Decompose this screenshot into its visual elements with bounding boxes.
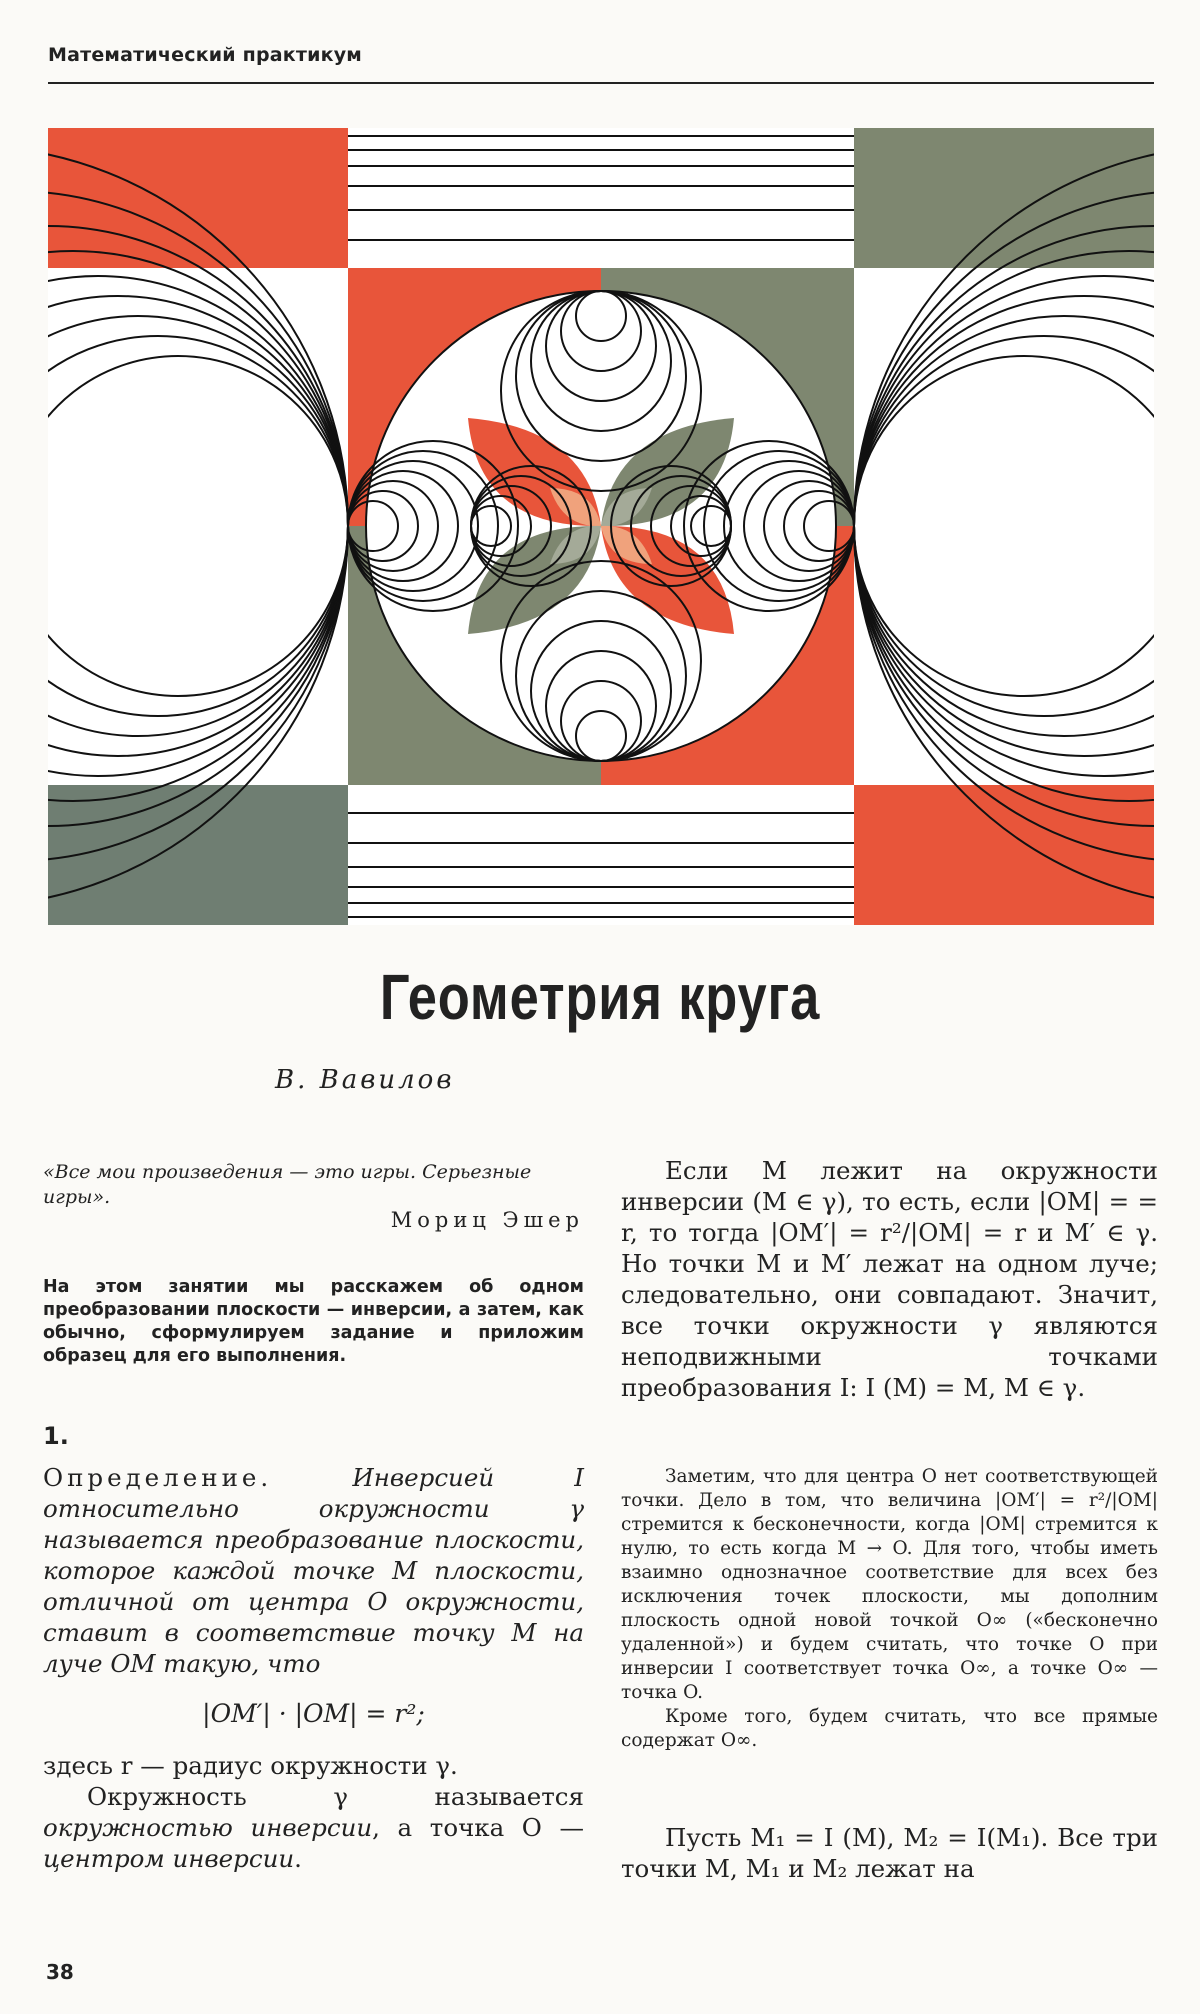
epigraph: «Все мои произведения — это игры. Серьезные игры». (43, 1161, 532, 1208)
inversion-formula: |OM′| · |OM| = r²; (202, 1699, 425, 1728)
section-number: 1. (43, 1422, 69, 1450)
header-rule (48, 82, 1154, 84)
article-intro: На этом занятии мы расскажем об одном преобразовании плоскости — инверсии, а затем, как обычно, сформулируем задание и приложим образец для его выполнения. (43, 1277, 584, 1366)
right-paragraph-2: Пусть M₁ = I (M), M₂ = I(M₁). Все три точки M, M₁ и M₂ лежат на (621, 1823, 1158, 1883)
epigraph-author: Мориц Эшер (390, 1208, 584, 1232)
article-title: Геометрия круга (379, 961, 821, 1033)
note-paragraph-2: Кроме того, будем считать, что все прямые содержат O∞. (621, 1706, 1158, 1751)
article-author: В. Вавилов (275, 1065, 455, 1095)
right-paragraph-1: Если M лежит на окружности инверсии (M ∈ γ), то есть, если |OM| = = r, то тогда |OM′| = r²/|OM| = r и M′ ∈ γ. Но точки M и M′ лежат на одном луче; следовательно, они совпадают. Значит, все точки окружности γ являются неподвижными точками преобразования I: I (M) = M, M ∈ γ. (621, 1156, 1158, 1402)
radius-sentence: здесь r — радиус окружности γ. (43, 1751, 458, 1780)
note-block (621, 1465, 1158, 1753)
definition-lead: Определение. (43, 1463, 273, 1492)
definition (43, 1462, 584, 1679)
inversion-illustration (48, 128, 1154, 925)
note-paragraph-1: Заметим, что для центра O нет соответствующей точки. Дело в том, что величина |OM′| = r²/|OM| стремится к бесконечности, когда |OM| стремится к нулю, то есть когда M → O. Для того, чтобы иметь взаимно однозначное соответствие для всех без исключения точек плоскости, мы дополним плоскость одной новой точкой O∞ («бесконечно удаленной») и будем считать, что точке O при инверсии I соответствует точка O∞, а точке O∞ — точка O. (621, 1466, 1158, 1703)
definition-continued (43, 1750, 584, 1874)
page-number: 38 (46, 1960, 74, 1984)
definition-body: Инверсией I относительно окружности γ называется преобразование плоскости, которое каждой точке M плоскости, отличной от центра O окружности, ставит в соответствие точку M на луче OM такую, что (43, 1463, 584, 1678)
circle-of-inversion-sentence: Окружность γ называется окружностью инверсии, а точка O — центром инверсии. (43, 1782, 584, 1873)
section-header: Математический практикум (48, 44, 363, 66)
